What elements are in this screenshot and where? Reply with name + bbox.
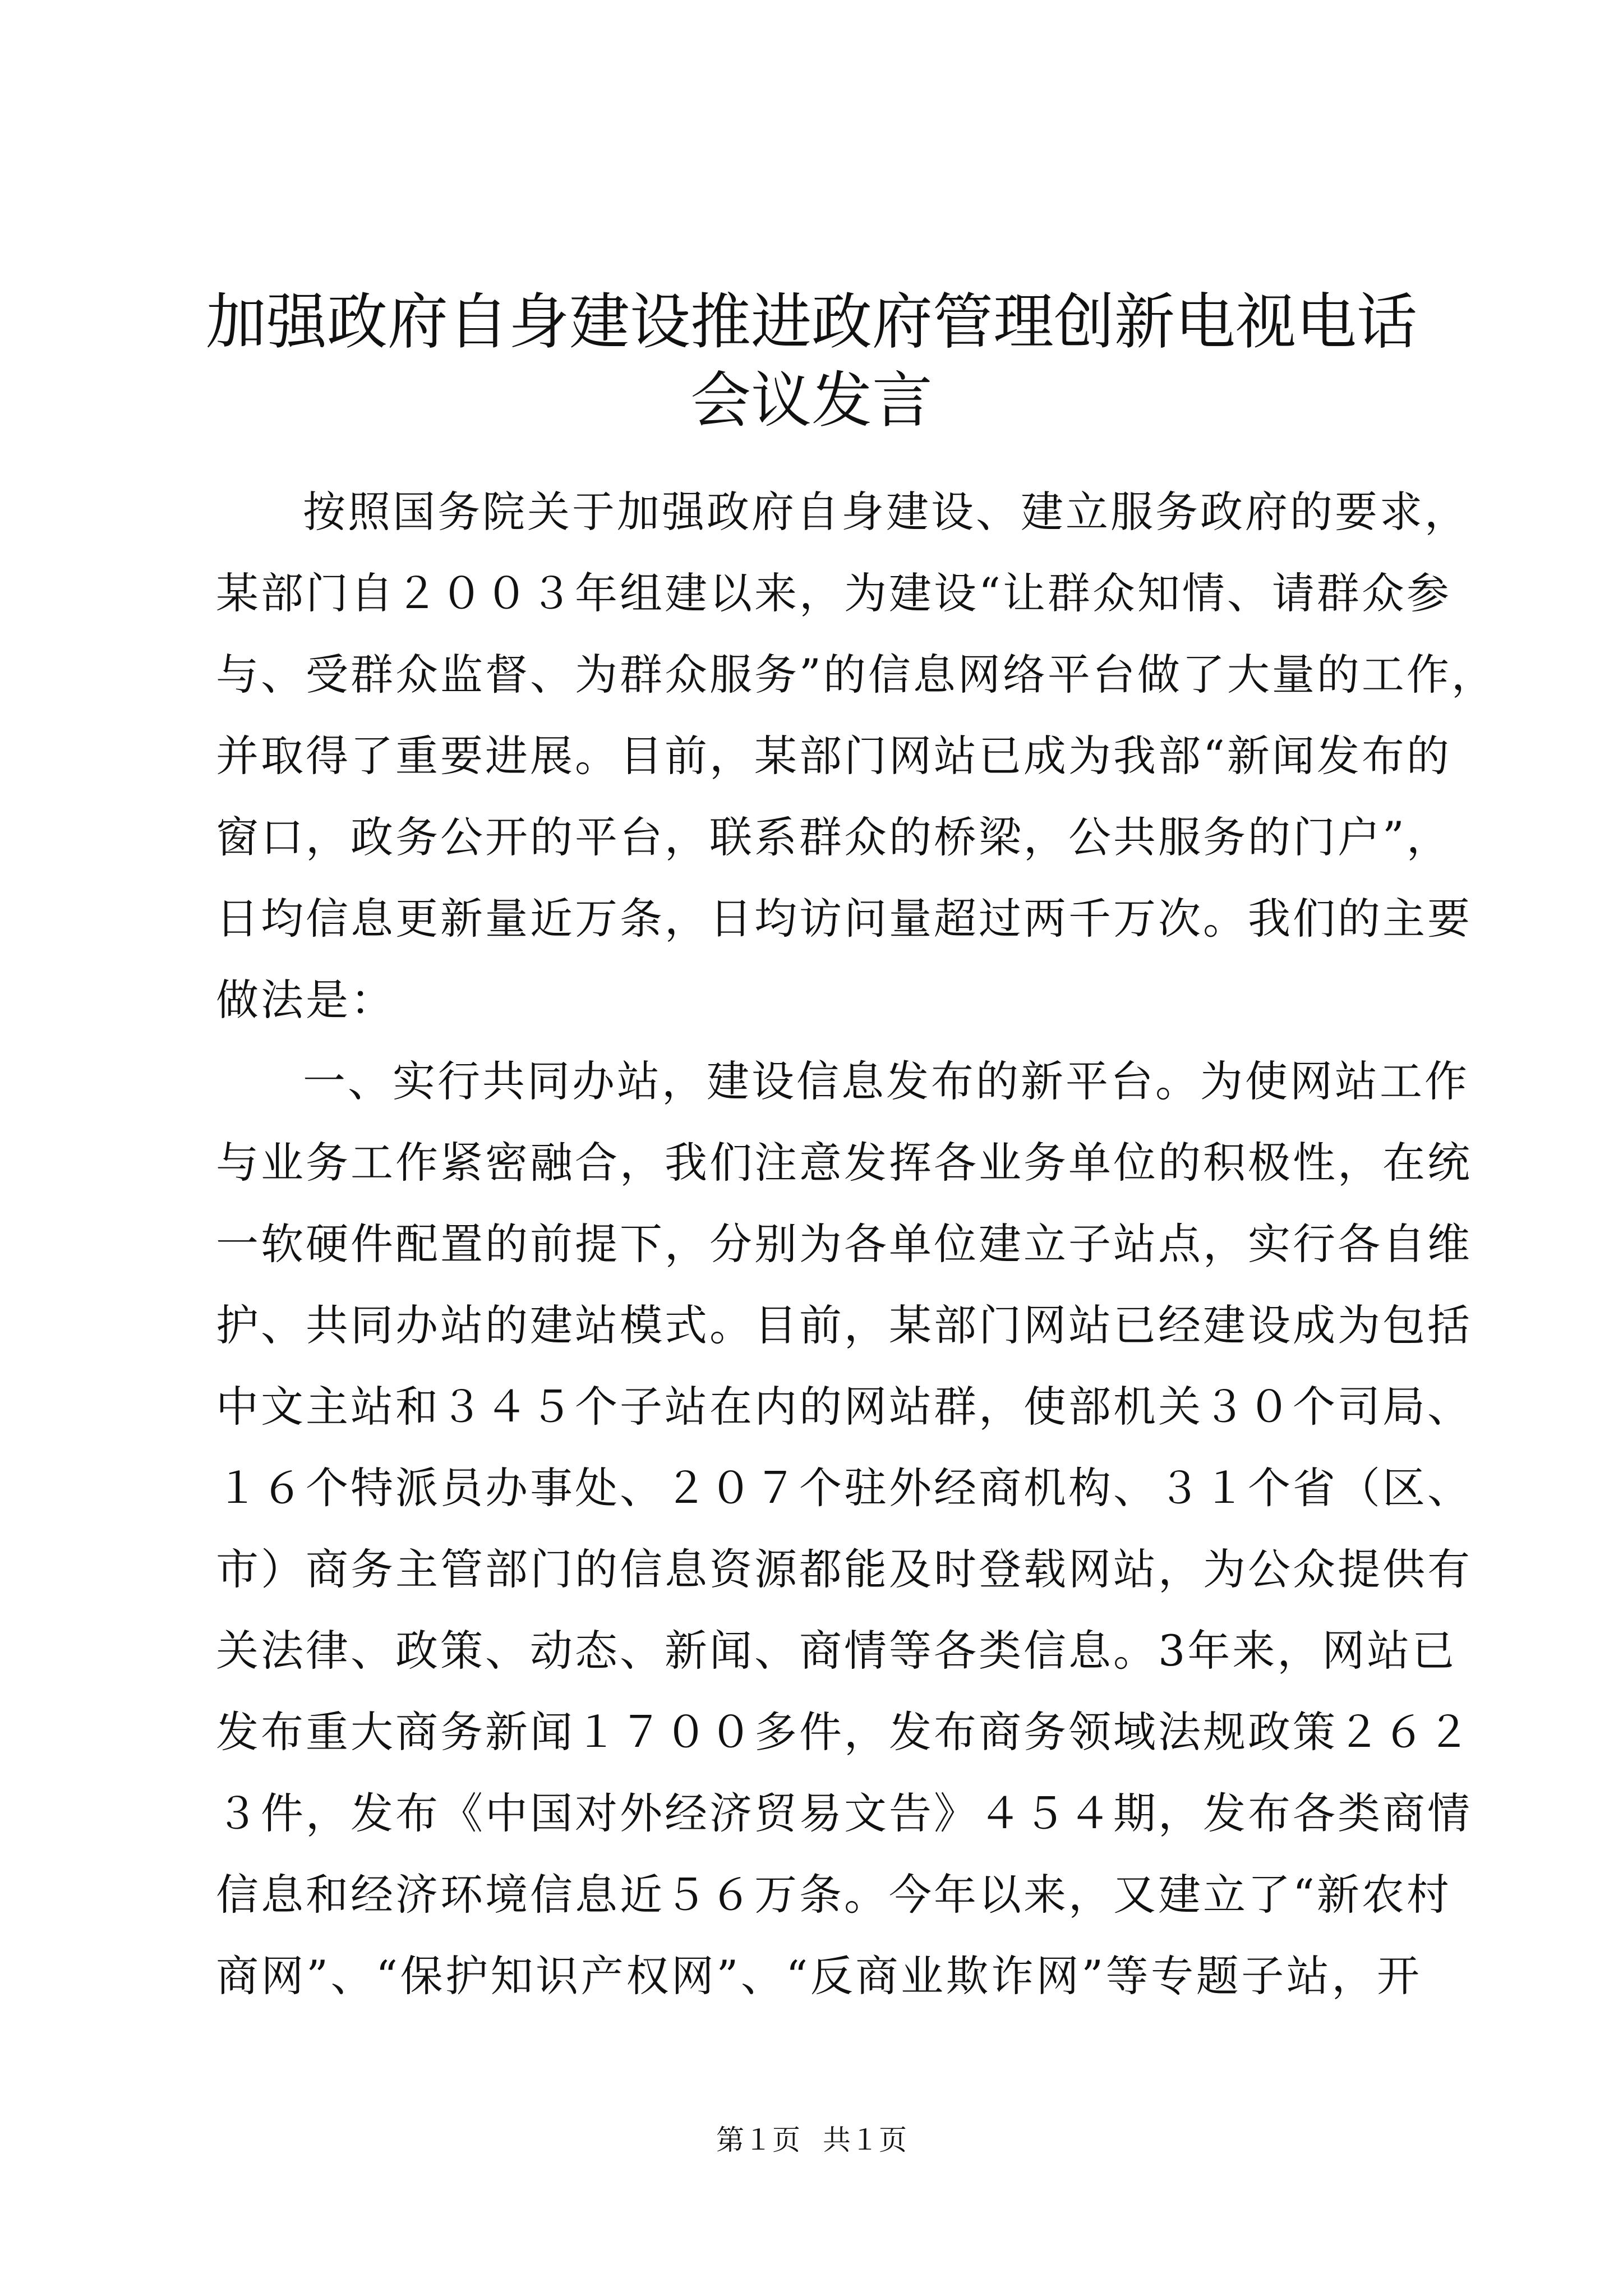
text-line: 与业务工作紧密融合，我们注意发挥各业务单位的积极性，在统 [216, 1138, 1472, 1188]
text-line: ３件，发布《中国对外经济贸易文告》４５４期，发布各类商情 [216, 1788, 1472, 1838]
page-total: 共１页 [823, 2124, 907, 2156]
page-number: 第１页 [716, 2124, 800, 2156]
text-line: 护、共同办站的建站模式。目前，某部门网站已经建设成为包括 [216, 1300, 1472, 1350]
title-line-1: 加强政府自身建设推进政府管理创新电视电话 [205, 287, 1417, 357]
text-line: 商网”、“保护知识产权网”、“反商业欺诈网”等专题子站，开 [216, 1951, 1422, 2001]
text-line: １６个特派员办事处、２０７个驻外经商机构、３１个省（区、 [216, 1463, 1472, 1513]
text-line: 与、受群众监督、为群众服务”的信息网络平台做了大量的工作， [216, 650, 1496, 700]
text-line: 中文主站和３４５个子站在内的网站群，使部机关３０个司局、 [216, 1382, 1472, 1432]
paragraph-1 [216, 471, 1496, 1041]
text-line: 窗口，政务公开的平台，联系群众的桥梁，公共服务的门户”， [216, 812, 1451, 862]
page-footer [0, 2120, 1623, 2160]
text-line: 并取得了重要进展。目前，某部门网站已成为我部“新闻发布的 [216, 731, 1451, 781]
text-line: 某部门自２００３年组建以来，为建设“让群众知情、请群众参 [216, 568, 1451, 618]
text-line: 发布重大商务新闻１７００多件，发布商务领域法规政策２６２ [216, 1707, 1472, 1757]
text-line: 一、实行共同办站，建设信息发布的新平台。为使网站工作 [303, 1056, 1469, 1106]
title-line-2: 会议发言 [690, 366, 933, 436]
paragraph-2 [216, 1041, 1472, 2017]
document-body [216, 471, 1496, 2017]
text-line: 关法律、政策、动态、新闻、商情等各类信息。3年来，网站已 [216, 1626, 1457, 1676]
text-line: 日均信息更新量近万条，日均访问量超过两千万次。我们的主要 [216, 894, 1472, 944]
text-line: 做法是： [216, 975, 395, 1025]
text-line: 信息和经济环境信息近５６万条。今年以来，又建立了“新农村 [216, 1870, 1451, 1920]
text-line: 市）商务主管部门的信息资源都能及时登载网站，为公众提供有 [216, 1544, 1472, 1594]
text-line: 一软硬件配置的前提下，分别为各单位建立子站点，实行各自维 [216, 1219, 1472, 1269]
text-line: 按照国务院关于加强政府自身建设、建立服务政府的要求， [303, 487, 1469, 537]
document-title [202, 283, 1421, 440]
